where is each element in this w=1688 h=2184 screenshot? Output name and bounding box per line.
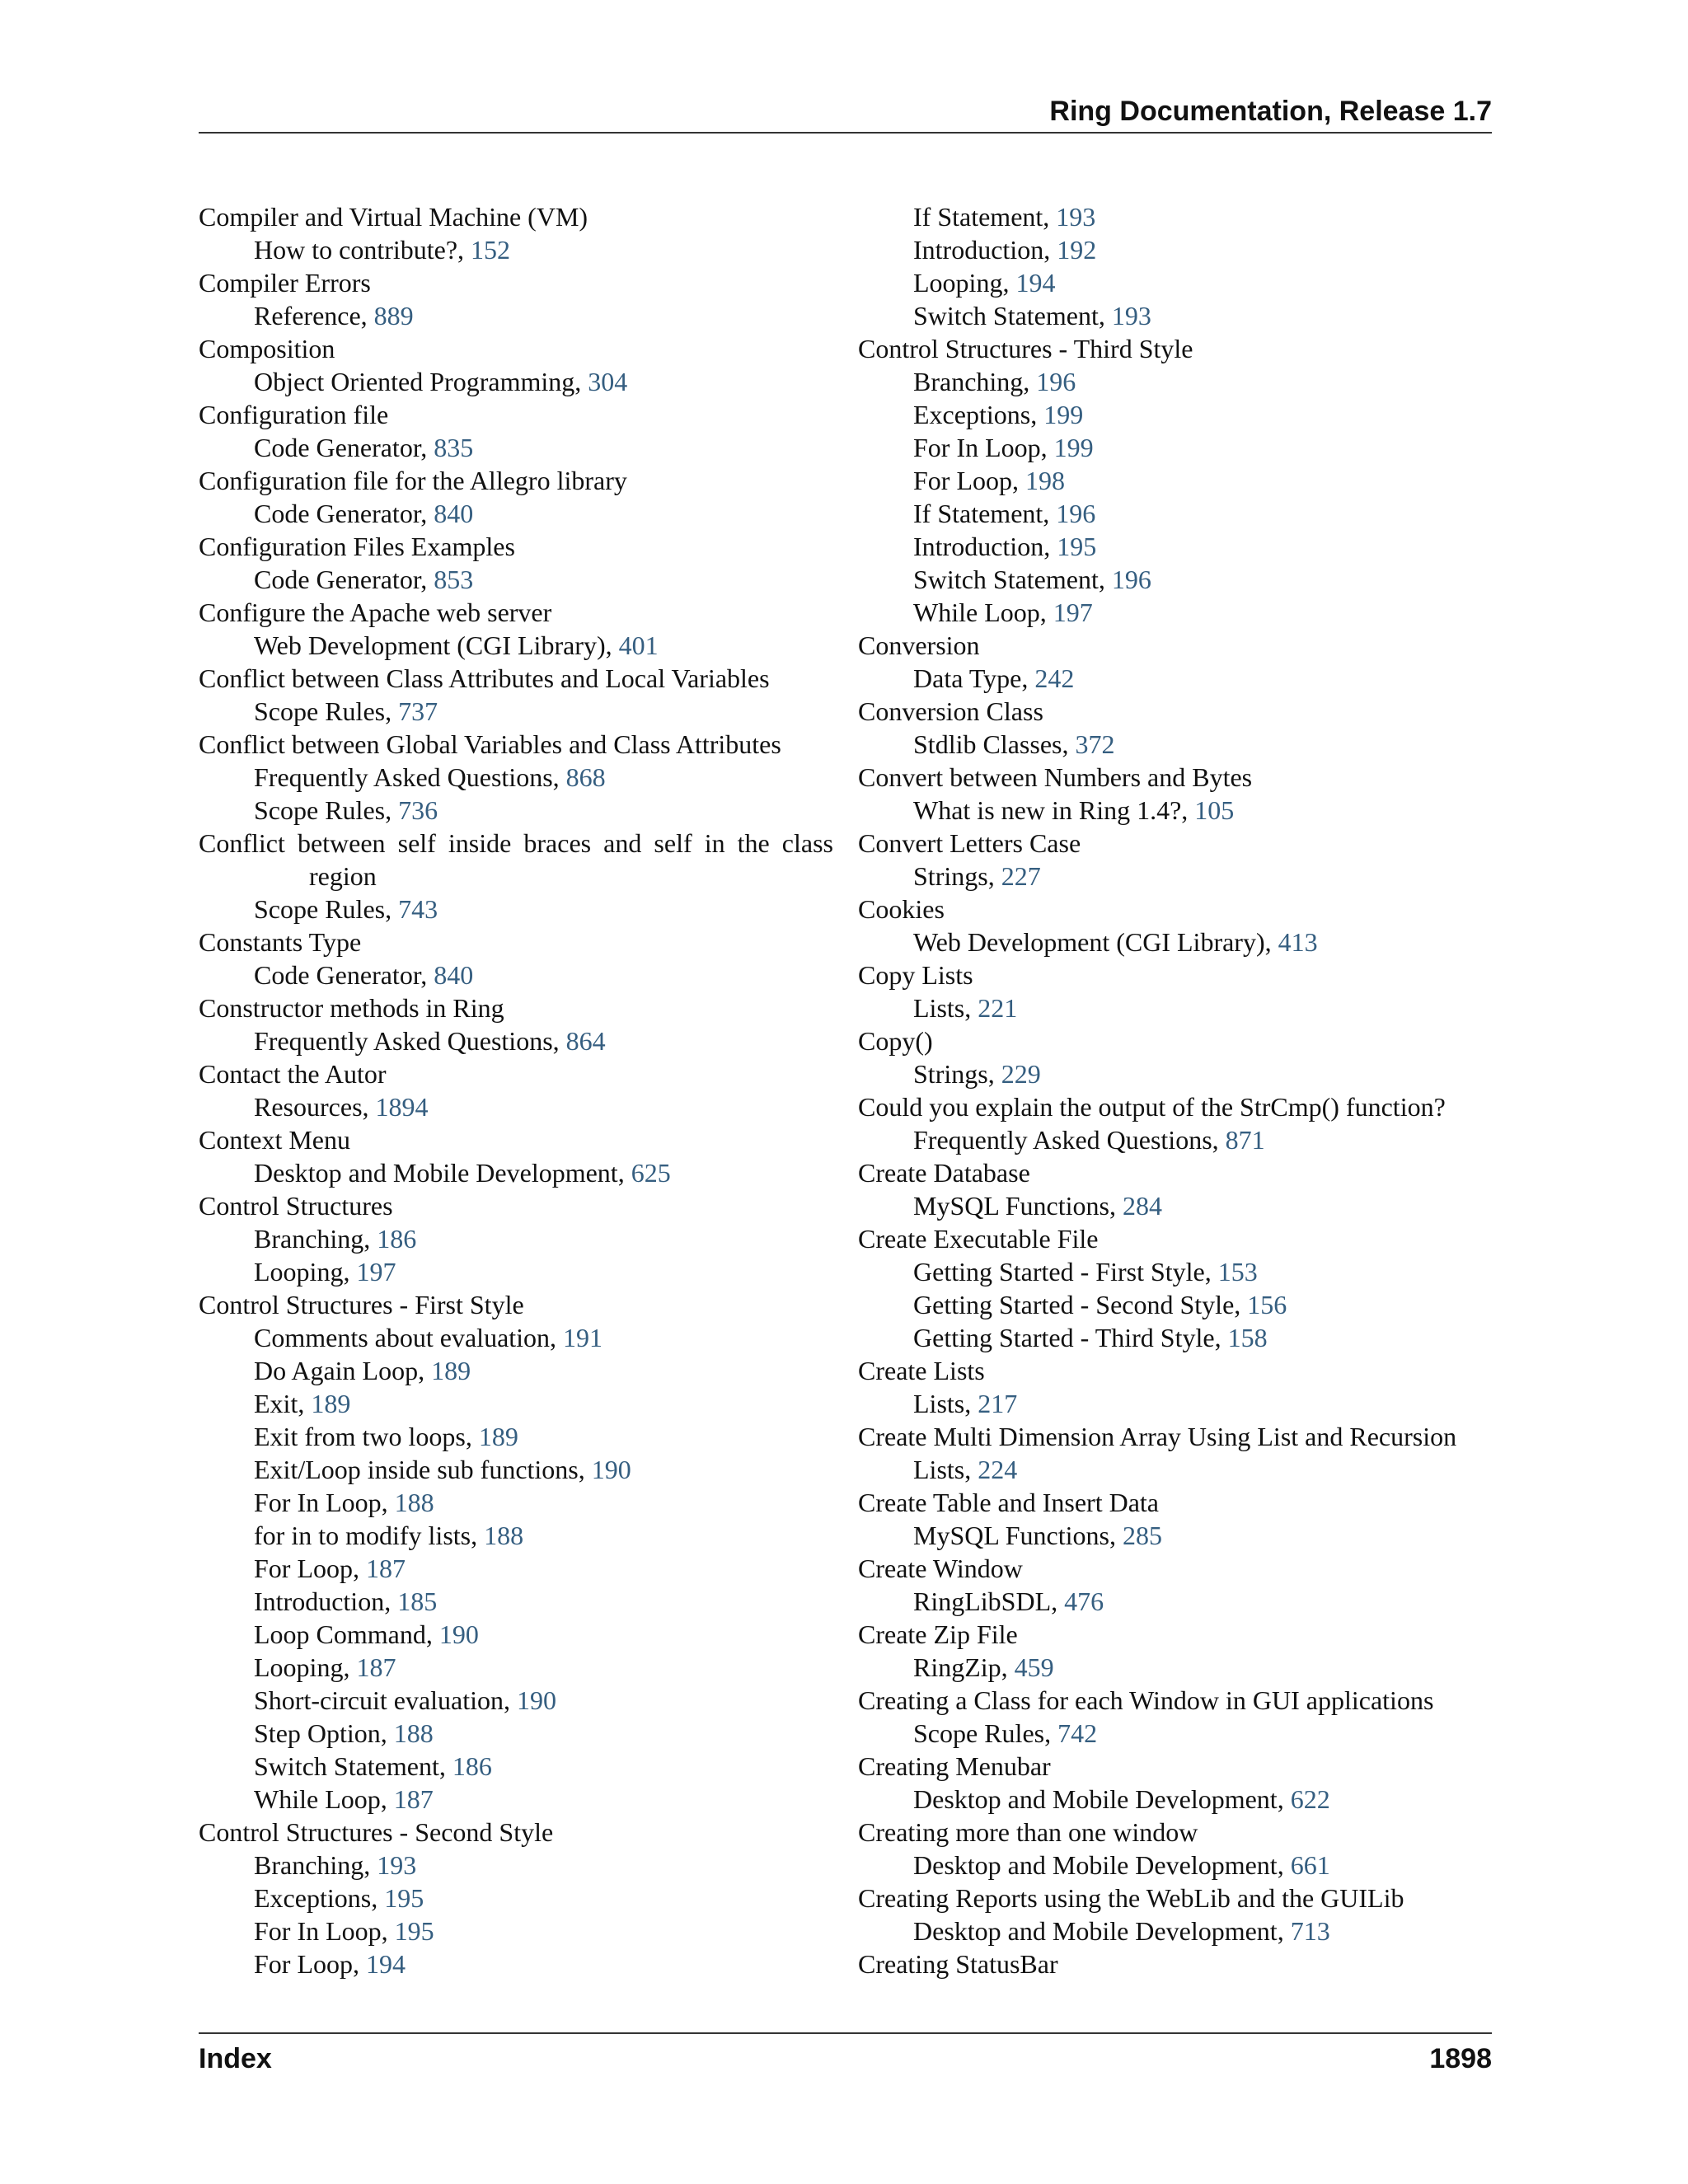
- index-subentry: [199, 761, 833, 794]
- index-entry: [199, 398, 833, 431]
- index-subentry: [858, 794, 1501, 827]
- entry-text: Context Menu: [199, 1125, 350, 1155]
- page-link[interactable]: 196: [1056, 499, 1096, 528]
- page-link[interactable]: 194: [366, 1949, 406, 1979]
- entry-text: While Loop,: [913, 598, 1053, 627]
- entry-text: Scope Rules,: [254, 696, 399, 726]
- index-subentry: [858, 1057, 1501, 1090]
- index-subentry: [858, 563, 1501, 596]
- entry-text: For In Loop,: [254, 1916, 395, 1946]
- index-subentry: [858, 1915, 1501, 1947]
- page-link[interactable]: 152: [471, 235, 511, 265]
- entry-text: Frequently Asked Questions,: [913, 1125, 1226, 1155]
- entry-text: Code Generator,: [254, 960, 434, 990]
- entry-text: Exit/Loop inside sub functions,: [254, 1455, 592, 1484]
- index-subentry: [858, 431, 1501, 464]
- page-link[interactable]: 188: [484, 1521, 524, 1550]
- entry-text: Create Zip File: [858, 1619, 1018, 1649]
- index-subentry: [858, 926, 1501, 958]
- entry-text: for in to modify lists,: [254, 1521, 485, 1550]
- index-subentry: [199, 1947, 833, 1980]
- entry-text: Strings,: [913, 1059, 1001, 1089]
- page-link[interactable]: 889: [373, 301, 414, 330]
- index-subentry: [199, 1024, 833, 1057]
- index-subentry: [858, 1717, 1501, 1750]
- index-subentry: [858, 1849, 1501, 1882]
- index-subentry: [199, 1222, 833, 1255]
- index-subentry: [858, 1288, 1501, 1321]
- entry-text: Introduction,: [913, 235, 1057, 265]
- entry-text: Desktop and Mobile Development,: [254, 1158, 631, 1188]
- entry-text: Configure the Apache web server: [199, 598, 552, 627]
- index-subentry: [199, 299, 833, 332]
- entry-text: If Statement,: [913, 499, 1057, 528]
- page-link[interactable]: 105: [1194, 795, 1235, 825]
- entry-text: Getting Started - First Style,: [913, 1257, 1218, 1286]
- page-link[interactable]: 193: [377, 1850, 417, 1880]
- page-link[interactable]: 227: [1001, 861, 1041, 891]
- index-entry: [858, 332, 1501, 365]
- index-subentry: [858, 1321, 1501, 1354]
- entry-text: Conversion: [858, 630, 980, 660]
- index-entry: [858, 761, 1501, 794]
- entry-text: Composition: [199, 334, 335, 363]
- entry-text: Create Multi Dimension Array Using List and Recursion: [858, 1422, 1457, 1451]
- entry-text: MySQL Functions,: [913, 1191, 1123, 1221]
- page-link[interactable]: 156: [1247, 1290, 1287, 1319]
- page-link[interactable]: 199: [1053, 433, 1094, 462]
- index-entry: [199, 200, 833, 233]
- entry-text: Exceptions,: [254, 1883, 385, 1913]
- entry-text: How to contribute?,: [254, 235, 471, 265]
- entry-text: Exceptions,: [913, 400, 1044, 429]
- index-subentry: [199, 1552, 833, 1585]
- index-subentry: [858, 1651, 1501, 1684]
- page-link[interactable]: 459: [1014, 1652, 1054, 1682]
- entry-text: RingLibSDL,: [913, 1586, 1065, 1616]
- entry-text: Object Oriented Programming,: [254, 367, 588, 396]
- page-link[interactable]: 186: [452, 1751, 492, 1781]
- page-link[interactable]: 840: [434, 960, 474, 990]
- index-column-left: [199, 200, 833, 1980]
- index-entry: [199, 1288, 833, 1321]
- index-subentry: [199, 563, 833, 596]
- entry-text: Looping,: [913, 268, 1016, 298]
- entry-text: Introduction,: [254, 1586, 398, 1616]
- page-link[interactable]: 187: [393, 1784, 434, 1814]
- entry-text: Comments about evaluation,: [254, 1323, 564, 1352]
- page-link[interactable]: 224: [978, 1455, 1018, 1484]
- page-link[interactable]: 197: [356, 1257, 396, 1286]
- index-entry: [199, 827, 833, 893]
- index-subentry: [858, 1189, 1501, 1222]
- entry-text: Create Executable File: [858, 1224, 1099, 1254]
- index-entry: [199, 1123, 833, 1156]
- entry-text: Control Structures - Second Style: [199, 1817, 554, 1847]
- index-entry: [858, 1354, 1501, 1387]
- index-subentry: [199, 1519, 833, 1552]
- page-link[interactable]: 193: [1111, 301, 1151, 330]
- index-subentry: [858, 1519, 1501, 1552]
- index-subentry: [199, 1750, 833, 1783]
- page-link[interactable]: 187: [366, 1554, 406, 1583]
- entry-text: Stdlib Classes,: [913, 729, 1076, 759]
- page-link[interactable]: 304: [588, 367, 628, 396]
- page-link[interactable]: 190: [438, 1619, 479, 1649]
- page-link[interactable]: 186: [377, 1224, 417, 1254]
- page-link[interactable]: 188: [393, 1718, 434, 1748]
- entry-text: If Statement,: [913, 202, 1057, 232]
- entry-text: Desktop and Mobile Development,: [913, 1850, 1291, 1880]
- entry-text: Copy Lists: [858, 960, 973, 990]
- page-number: 1898: [1429, 2043, 1492, 2074]
- entry-text: Copy(): [858, 1026, 933, 1056]
- entry-text: Configuration Files Examples: [199, 532, 515, 561]
- index-subentry: [199, 1486, 833, 1519]
- entry-text: Convert Letters Case: [858, 828, 1081, 858]
- index-subentry: [199, 893, 833, 926]
- index-subentry: [858, 1783, 1501, 1816]
- page-link[interactable]: 158: [1227, 1323, 1268, 1352]
- entry-text: Conflict between Class Attributes and Local Variables: [199, 663, 770, 693]
- index-subentry: [199, 1915, 833, 1947]
- index-entry: [199, 1189, 833, 1222]
- index-entry: [858, 1156, 1501, 1189]
- page-link[interactable]: 199: [1043, 400, 1084, 429]
- entry-text: Looping,: [254, 1257, 357, 1286]
- index-entry: [858, 1684, 1501, 1717]
- entry-text: While Loop,: [254, 1784, 394, 1814]
- entry-text: Creating a Class for each Window in GUI applications: [858, 1685, 1434, 1715]
- index-column-right: [858, 200, 1501, 1980]
- index-subentry: [199, 1618, 833, 1651]
- page-link[interactable]: 853: [434, 565, 474, 594]
- entry-text: Conflict between self inside braces and self in the class region: [199, 828, 833, 891]
- entry-text: Configuration file for the Allegro library: [199, 466, 627, 495]
- index-subentry: [858, 530, 1501, 563]
- index-entry: [199, 266, 833, 299]
- index-entry: [858, 1947, 1501, 1980]
- page-link[interactable]: 871: [1225, 1125, 1265, 1155]
- index-entry: [858, 958, 1501, 991]
- entry-text: Control Structures - Third Style: [858, 334, 1193, 363]
- index-subentry: [199, 1651, 833, 1684]
- index-subentry: [858, 497, 1501, 530]
- page-link[interactable]: 840: [434, 499, 474, 528]
- entry-text: Reference,: [254, 301, 374, 330]
- page-link[interactable]: 401: [618, 630, 659, 660]
- index-subentry: [199, 1453, 833, 1486]
- index-subentry: [199, 1585, 833, 1618]
- index-entry: [858, 827, 1501, 860]
- entry-text: Code Generator,: [254, 499, 434, 528]
- index-subentry: [858, 596, 1501, 629]
- page-link[interactable]: 1894: [375, 1092, 429, 1122]
- entry-text: Exit,: [254, 1389, 312, 1418]
- page-header: [199, 91, 1492, 134]
- index-subentry: [199, 1684, 833, 1717]
- page-link[interactable]: 196: [1036, 367, 1076, 396]
- index-entry: [199, 662, 833, 695]
- entry-text: Desktop and Mobile Development,: [913, 1784, 1291, 1814]
- index-subentry: [858, 398, 1501, 431]
- entry-text: Scope Rules,: [913, 1718, 1058, 1748]
- entry-text: Compiler Errors: [199, 268, 371, 298]
- entry-text: For In Loop,: [254, 1488, 395, 1517]
- page-link[interactable]: 190: [591, 1455, 631, 1484]
- page-link[interactable]: 864: [565, 1026, 606, 1056]
- index-subentry: [199, 958, 833, 991]
- page-link[interactable]: 189: [311, 1389, 351, 1418]
- index-subentry: [858, 200, 1501, 233]
- page-link[interactable]: 217: [978, 1389, 1018, 1418]
- page-link[interactable]: 835: [434, 433, 474, 462]
- index-subentry: [199, 431, 833, 464]
- entry-text: For Loop,: [254, 1949, 366, 1979]
- entry-text: Do Again Loop,: [254, 1356, 432, 1385]
- index-entry: [199, 728, 833, 761]
- index-entry: [858, 695, 1501, 728]
- index-subentry: [858, 1255, 1501, 1288]
- entry-text: For Loop,: [913, 466, 1025, 495]
- index-entry: [858, 629, 1501, 662]
- index-entry: [858, 1816, 1501, 1849]
- page-link[interactable]: 737: [398, 696, 438, 726]
- entry-text: Create Database: [858, 1158, 1030, 1188]
- page-link[interactable]: 413: [1278, 927, 1318, 957]
- entry-text: Could you explain the output of the StrCmp() function?: [858, 1092, 1446, 1122]
- index-entry: [199, 464, 833, 497]
- entry-text: Creating Reports using the WebLib and the GUILib: [858, 1883, 1404, 1913]
- index-entry: [199, 1057, 833, 1090]
- index-subentry: [199, 1420, 833, 1453]
- page-link[interactable]: 187: [356, 1652, 396, 1682]
- page-link[interactable]: 153: [1217, 1257, 1258, 1286]
- entry-text: Scope Rules,: [254, 795, 399, 825]
- index-entry: [199, 596, 833, 629]
- index-subentry: [858, 464, 1501, 497]
- index-entry: [199, 1816, 833, 1849]
- entry-text: Code Generator,: [254, 565, 434, 594]
- page-link[interactable]: 372: [1075, 729, 1115, 759]
- entry-text: Compiler and Virtual Machine (VM): [199, 202, 588, 232]
- entry-text: Create Window: [858, 1554, 1023, 1583]
- index-subentry: [199, 1321, 833, 1354]
- entry-text: Switch Statement,: [913, 565, 1112, 594]
- entry-text: Configuration file: [199, 400, 389, 429]
- entry-text: RingZip,: [913, 1652, 1015, 1682]
- index-subentry: [858, 728, 1501, 761]
- entry-text: MySQL Functions,: [913, 1521, 1123, 1550]
- index-entry: [858, 1552, 1501, 1585]
- entry-text: Constructor methods in Ring: [199, 993, 504, 1023]
- entry-text: Conflict between Global Variables and Class Attributes: [199, 729, 781, 759]
- index-entry: [858, 1486, 1501, 1519]
- page-link[interactable]: 193: [1056, 202, 1096, 232]
- page-link[interactable]: 185: [397, 1586, 438, 1616]
- page-link[interactable]: 191: [563, 1323, 603, 1352]
- entry-text: Step Option,: [254, 1718, 394, 1748]
- index-entry: [858, 1222, 1501, 1255]
- index-entry: [858, 893, 1501, 926]
- index-subentry: [858, 299, 1501, 332]
- index-subentry: [858, 662, 1501, 695]
- index-subentry: [199, 1354, 833, 1387]
- entry-text: Cookies: [858, 894, 945, 924]
- page-link[interactable]: 713: [1290, 1916, 1330, 1946]
- index-subentry: [199, 1255, 833, 1288]
- index-entry: [858, 1420, 1501, 1453]
- page-link[interactable]: 188: [394, 1488, 434, 1517]
- page-footer: [199, 2032, 1492, 2083]
- entry-text: Loop Command,: [254, 1619, 439, 1649]
- entry-text: Strings,: [913, 861, 1001, 891]
- entry-text: Branching,: [254, 1224, 377, 1254]
- index-subentry: [858, 1387, 1501, 1420]
- index-subentry: [199, 233, 833, 266]
- entry-text: Constants Type: [199, 927, 362, 957]
- entry-text: Conversion Class: [858, 696, 1043, 726]
- entry-text: Control Structures: [199, 1191, 393, 1221]
- index-entry: [858, 1750, 1501, 1783]
- entry-text: Contact the Autor: [199, 1059, 387, 1089]
- entry-text: Convert between Numbers and Bytes: [858, 762, 1253, 792]
- index-entry: [858, 1090, 1501, 1123]
- index-subentry: [858, 860, 1501, 893]
- index-entry: [858, 1882, 1501, 1915]
- entry-text: Web Development (CGI Library),: [254, 630, 619, 660]
- page-link[interactable]: 743: [398, 894, 438, 924]
- page-link[interactable]: 221: [978, 993, 1018, 1023]
- entry-text: Control Structures - First Style: [199, 1290, 524, 1319]
- entry-text: Introduction,: [913, 532, 1057, 561]
- index-entry: [858, 1024, 1501, 1057]
- entry-text: Create Lists: [858, 1356, 985, 1385]
- entry-text: Frequently Asked Questions,: [254, 762, 566, 792]
- entry-text: Frequently Asked Questions,: [254, 1026, 566, 1056]
- entry-text: Creating more than one window: [858, 1817, 1198, 1847]
- index-subentry: [199, 1156, 833, 1189]
- page-link[interactable]: 625: [631, 1158, 671, 1188]
- page-link[interactable]: 736: [398, 795, 438, 825]
- page-link[interactable]: 192: [1057, 235, 1097, 265]
- entry-text: Create Table and Insert Data: [858, 1488, 1159, 1517]
- index-entry: [199, 530, 833, 563]
- page-link[interactable]: 189: [478, 1422, 518, 1451]
- entry-text: Branching,: [254, 1850, 377, 1880]
- page-link[interactable]: 622: [1290, 1784, 1330, 1814]
- page-link[interactable]: 284: [1122, 1191, 1162, 1221]
- page-link[interactable]: 195: [384, 1883, 424, 1913]
- entry-text: Data Type,: [913, 663, 1035, 693]
- page-link[interactable]: 742: [1057, 1718, 1098, 1748]
- index-subentry: [199, 695, 833, 728]
- entry-text: Creating Menubar: [858, 1751, 1051, 1781]
- index-subentry: [858, 1123, 1501, 1156]
- index-subentry: [199, 1387, 833, 1420]
- page-link[interactable]: 476: [1064, 1586, 1104, 1616]
- entry-text: Exit from two loops,: [254, 1422, 479, 1451]
- index-subentry: [199, 629, 833, 662]
- page-link[interactable]: 197: [1053, 598, 1093, 627]
- entry-text: Code Generator,: [254, 433, 434, 462]
- page-link[interactable]: 195: [394, 1916, 434, 1946]
- entry-text: Switch Statement,: [913, 301, 1112, 330]
- entry-text: Getting Started - Second Style,: [913, 1290, 1248, 1319]
- page-link[interactable]: 229: [1001, 1059, 1041, 1089]
- entry-text: For Loop,: [254, 1554, 366, 1583]
- page-link[interactable]: 195: [1057, 532, 1097, 561]
- index-subentry: [199, 794, 833, 827]
- page-link[interactable]: 190: [517, 1685, 557, 1715]
- page-link[interactable]: 661: [1290, 1850, 1330, 1880]
- entry-text: For In Loop,: [913, 433, 1054, 462]
- entry-text: Resources,: [254, 1092, 376, 1122]
- page-link[interactable]: 285: [1122, 1521, 1162, 1550]
- entry-text: Lists,: [913, 1389, 978, 1418]
- index-entry: [199, 332, 833, 365]
- index-entry: [199, 926, 833, 958]
- index-subentry: [199, 497, 833, 530]
- entry-text: Switch Statement,: [254, 1751, 452, 1781]
- index-subentry: [199, 1090, 833, 1123]
- index-entry: [858, 1618, 1501, 1651]
- page-link[interactable]: 868: [565, 762, 606, 792]
- entry-text: Getting Started - Third Style,: [913, 1323, 1228, 1352]
- entry-text: Desktop and Mobile Development,: [913, 1916, 1291, 1946]
- index-subentry: [858, 1453, 1501, 1486]
- index-subentry: [199, 1882, 833, 1915]
- entry-text: What is new in Ring 1.4?,: [913, 795, 1195, 825]
- entry-text: Scope Rules,: [254, 894, 399, 924]
- entry-text: Short-circuit evaluation,: [254, 1685, 518, 1715]
- index-subentry: [199, 1849, 833, 1882]
- entry-text: Lists,: [913, 1455, 978, 1484]
- entry-text: Creating StatusBar: [858, 1949, 1058, 1979]
- index-entry: [199, 991, 833, 1024]
- page-link[interactable]: 242: [1034, 663, 1075, 693]
- index-subentry: [858, 233, 1501, 266]
- document-title: Ring Documentation, Release 1.7: [1049, 96, 1492, 127]
- page-link[interactable]: 189: [431, 1356, 471, 1385]
- index-subentry: [858, 991, 1501, 1024]
- index-subentry: [858, 1585, 1501, 1618]
- entry-text: Branching,: [913, 367, 1037, 396]
- page-link[interactable]: 198: [1025, 466, 1065, 495]
- entry-text: Web Development (CGI Library),: [913, 927, 1278, 957]
- entry-text: Lists,: [913, 993, 978, 1023]
- index-subentry: [858, 266, 1501, 299]
- index-subentry: [199, 1717, 833, 1750]
- footer-section: Index: [199, 2043, 272, 2074]
- entry-text: Looping,: [254, 1652, 357, 1682]
- index-subentry: [858, 365, 1501, 398]
- index-subentry: [199, 365, 833, 398]
- page-link[interactable]: 194: [1015, 268, 1056, 298]
- index-subentry: [199, 1783, 833, 1816]
- page-link[interactable]: 196: [1111, 565, 1151, 594]
